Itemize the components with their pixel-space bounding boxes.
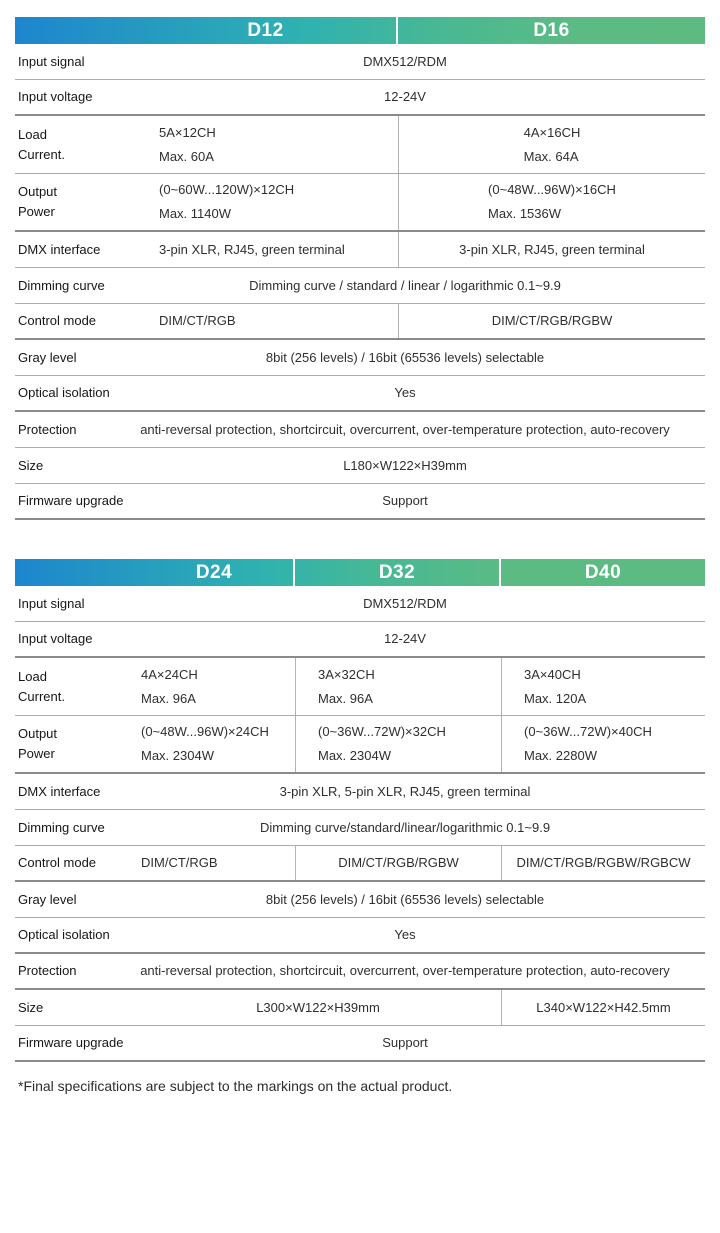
spec-value <box>501 658 705 715</box>
label-line: Output <box>18 184 58 199</box>
row-label <box>15 412 135 447</box>
spec-row-load-current <box>15 658 705 716</box>
row-label <box>15 716 135 772</box>
row-label <box>15 882 135 917</box>
value-line: 12-24V <box>384 631 426 646</box>
label-line: Gray level <box>18 349 77 365</box>
label-line: Control mode <box>18 855 97 870</box>
spec-value <box>135 268 705 303</box>
spec-row-dimming-curve <box>15 268 705 304</box>
value-line: (0~48W...96W)×16CH <box>488 182 616 197</box>
row-label <box>15 376 135 410</box>
value-line: DIM/CT/RGB <box>159 313 236 328</box>
spec-value <box>135 716 295 772</box>
value-line: Support <box>382 493 428 508</box>
label-line: Gray level <box>18 891 77 907</box>
value-line: Support <box>382 1035 428 1050</box>
spec-value <box>398 174 705 230</box>
spec-value <box>135 658 295 715</box>
row-label <box>15 810 135 845</box>
spec-row-firmware-upgrade <box>15 484 705 520</box>
column-header-d12 <box>15 17 398 44</box>
row-label <box>15 304 135 338</box>
spec-value <box>135 586 705 621</box>
row-label <box>15 658 135 715</box>
value-line: Yes <box>394 927 416 942</box>
spec-row-size <box>15 990 705 1026</box>
value-line: 5A×12CH <box>159 124 216 140</box>
value-line: anti-reversal protection, shortcircuit, overcurrent, over-temperature protection, auto-recovery <box>140 963 670 978</box>
row-label <box>15 586 135 621</box>
label-line: Optical isolation <box>18 927 110 942</box>
row-label <box>15 846 135 880</box>
label-line: Size <box>18 999 44 1015</box>
column-header-label: D24 <box>195 561 233 583</box>
row-label <box>15 174 135 230</box>
spec-row-firmware-upgrade <box>15 1026 705 1062</box>
row-label <box>15 954 135 988</box>
label-line: Control mode <box>18 313 97 328</box>
value-line: Max. 2304W <box>318 748 391 763</box>
value-line: Max. 120A <box>524 690 587 706</box>
spec-row-control-mode <box>15 846 705 882</box>
spec-row-optical-isolation <box>15 918 705 954</box>
column-header-label: D40 <box>584 561 622 583</box>
row-label <box>15 340 135 375</box>
spec-table-d12-d16 <box>15 17 705 520</box>
spec-value <box>135 80 705 114</box>
value-line: Dimming curve / standard / linear / logarithmic 0.1~9.9 <box>249 277 561 293</box>
column-header-d16 <box>398 17 705 44</box>
spec-row-input-signal <box>15 44 705 80</box>
spec-value <box>135 1026 705 1060</box>
spec-value <box>135 622 705 656</box>
label-line: Power <box>18 204 55 219</box>
spec-value <box>135 846 295 880</box>
value-line: 3-pin XLR, 5-pin XLR, RJ45, green terminal <box>279 783 531 799</box>
value-line: DIM/CT/RGB <box>141 855 218 870</box>
value-line: 3A×40CH <box>524 666 581 682</box>
spec-value <box>135 882 705 917</box>
spec-value <box>398 232 705 267</box>
value-line: 8bit (256 levels) / 16bit (65536 levels) selectable <box>265 349 545 365</box>
spec-row-input-signal <box>15 586 705 622</box>
spec-value <box>295 716 501 772</box>
value-line: L180×W122×H39mm <box>343 457 467 473</box>
label-line: Load <box>18 126 47 142</box>
value-line: DIM/CT/RGB/RGBW/RGBCW <box>516 855 691 870</box>
label-line: DMX interface <box>18 241 101 257</box>
label-line: Current. <box>18 146 65 162</box>
row-label <box>15 448 135 483</box>
label-line: Optical isolation <box>18 385 110 400</box>
table-header-d24-d32-d40 <box>15 559 705 586</box>
value-line: Max. 1536W <box>488 206 562 221</box>
value-line: 3-pin XLR, RJ45, green terminal <box>159 241 345 257</box>
spec-value <box>501 990 705 1025</box>
value-line: (0~60W...120W)×12CH <box>159 182 295 197</box>
spec-table-d24-d32-d40 <box>15 559 705 1062</box>
spec-value <box>398 304 705 338</box>
spec-value <box>135 918 705 952</box>
label-line: Power <box>18 746 55 761</box>
spec-value <box>135 774 705 809</box>
spec-value <box>135 340 705 375</box>
value-line: (0~36W...72W)×32CH <box>318 724 446 739</box>
label-line: Input voltage <box>18 89 93 104</box>
spec-value <box>135 448 705 483</box>
table-header-d12-d16 <box>15 17 705 44</box>
value-line: Max. 2280W <box>524 748 597 763</box>
spec-row-size <box>15 448 705 484</box>
value-line: Max. 64A <box>523 148 579 164</box>
label-line: Dimming curve <box>18 819 105 835</box>
spec-row-load-current <box>15 116 705 174</box>
spec-row-dmx-interface <box>15 232 705 268</box>
spec-row-dmx-interface <box>15 774 705 810</box>
row-label <box>15 268 135 303</box>
column-header-label: D12 <box>247 19 284 41</box>
spec-value <box>135 116 398 173</box>
spec-value <box>135 954 705 988</box>
label-line: Protection <box>18 963 77 978</box>
spec-value <box>295 846 501 880</box>
value-line: Dimming curve/standard/linear/logarithmic 0.1~9.9 <box>259 819 551 835</box>
value-line: anti-reversal protection, shortcircuit, overcurrent, over-temperature protection, auto-recovery <box>140 421 670 437</box>
spec-value <box>135 174 398 230</box>
value-line: Max. 60A <box>159 148 214 164</box>
row-label <box>15 80 135 114</box>
label-line: Load <box>18 668 47 684</box>
spec-row-gray-level <box>15 340 705 376</box>
value-line: 12-24V <box>384 89 426 104</box>
column-header-d24 <box>15 559 295 586</box>
spec-value <box>135 412 705 447</box>
label-line: Input voltage <box>18 631 93 646</box>
label-line: Size <box>18 457 44 473</box>
value-line: (0~48W...96W)×24CH <box>141 724 269 739</box>
spec-row-control-mode <box>15 304 705 340</box>
spec-row-output-power <box>15 716 705 774</box>
value-line: 4A×16CH <box>523 124 581 140</box>
spec-value <box>135 376 705 410</box>
spec-value <box>398 116 705 173</box>
value-line: DIM/CT/RGB/RGBW <box>491 313 613 328</box>
value-line: 3-pin XLR, RJ45, green terminal <box>459 241 645 257</box>
value-line: Max. 96A <box>318 690 373 706</box>
row-label <box>15 116 135 173</box>
label-line: Input signal <box>18 53 85 69</box>
spec-row-optical-isolation <box>15 376 705 412</box>
value-line: Max. 1140W <box>159 206 232 221</box>
label-line: Dimming curve <box>18 277 105 293</box>
value-line: DMX512/RDM <box>363 595 447 611</box>
value-line: DIM/CT/RGB/RGBW <box>338 855 459 870</box>
value-line: L300×W122×H39mm <box>256 999 380 1015</box>
value-block <box>488 178 616 226</box>
spec-value <box>295 658 501 715</box>
value-line: Max. 96A <box>141 690 196 706</box>
row-label <box>15 774 135 809</box>
row-label <box>15 918 135 952</box>
value-line: DMX512/RDM <box>363 53 447 69</box>
label-line: Current. <box>18 688 65 704</box>
spec-value <box>135 484 705 518</box>
spec-row-input-voltage <box>15 80 705 116</box>
column-header-label: D32 <box>378 561 416 583</box>
label-line: DMX interface <box>18 783 101 799</box>
spec-value <box>501 716 705 772</box>
row-label <box>15 1026 135 1060</box>
label-line: Output <box>18 726 58 741</box>
footer-note: *Final specifications are subject to the markings on the actual product. <box>18 1078 453 1094</box>
label-line: Firmware upgrade <box>18 1035 124 1050</box>
spec-row-dimming-curve <box>15 810 705 846</box>
value-line: 4A×24CH <box>141 666 198 682</box>
spec-value <box>501 846 705 880</box>
spec-row-protection <box>15 954 705 990</box>
spec-value <box>135 810 705 845</box>
column-header-label: D16 <box>533 19 570 41</box>
row-label <box>15 44 135 79</box>
value-line: (0~36W...72W)×40CH <box>524 724 652 739</box>
value-line: 8bit (256 levels) / 16bit (65536 levels) selectable <box>265 891 545 907</box>
row-label <box>15 232 135 267</box>
spec-row-output-power <box>15 174 705 232</box>
spec-row-input-voltage <box>15 622 705 658</box>
spec-row-protection <box>15 412 705 448</box>
row-label <box>15 622 135 656</box>
spec-row-gray-level <box>15 882 705 918</box>
value-line: 3A×32CH <box>318 666 375 682</box>
label-line: Input signal <box>18 595 85 611</box>
value-line: Yes <box>394 385 416 400</box>
value-line: Max. 2304W <box>141 748 214 763</box>
value-line: L340×W122×H42.5mm <box>536 999 671 1015</box>
column-header-d32 <box>295 559 501 586</box>
spec-value <box>135 44 705 79</box>
label-line: Firmware upgrade <box>18 493 124 508</box>
tables-host <box>15 17 705 1062</box>
value-block <box>524 121 581 169</box>
spec-value <box>135 990 501 1025</box>
column-header-d40 <box>501 559 705 586</box>
spec-value <box>135 304 398 338</box>
spec-value <box>135 232 398 267</box>
row-label <box>15 990 135 1025</box>
row-label <box>15 484 135 518</box>
label-line: Protection <box>18 421 77 437</box>
